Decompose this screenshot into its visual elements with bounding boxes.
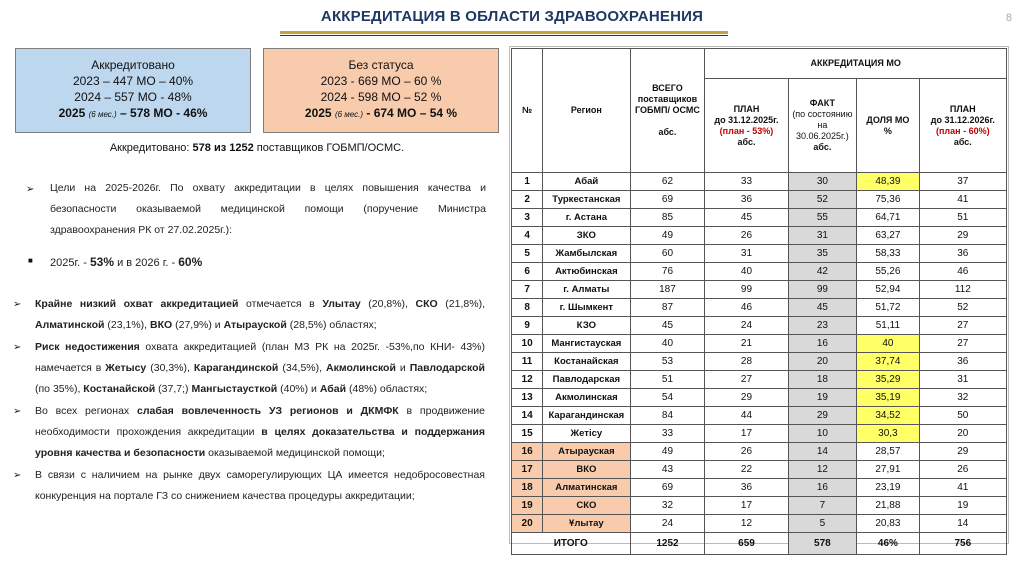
row-total: 51 [630, 371, 705, 389]
row-total: 40 [630, 335, 705, 353]
table-row [512, 335, 1007, 353]
row-plan2026: 32 [919, 389, 1006, 407]
row-plan2026: 31 [919, 371, 1006, 389]
row-plan2026: 19 [919, 497, 1006, 515]
nostatus-summary-box [263, 48, 499, 133]
goals-targets [50, 252, 202, 274]
row-plan2025: 46 [705, 299, 788, 317]
row-region: Абай [543, 173, 630, 191]
accreditation-group-header: АККРЕДИТАЦИЯ МО [705, 49, 1007, 79]
row-region: Туркестанская [543, 191, 630, 209]
row-total: 33 [630, 425, 705, 443]
finding-text: (34,5%), [278, 362, 327, 374]
row-fact: 16 [788, 479, 857, 497]
row-number: 20 [512, 515, 543, 533]
row-total: 49 [630, 443, 705, 461]
arrow-bullet-icon: ➢ [26, 184, 35, 195]
row-number: 4 [512, 227, 543, 245]
row-plan2025: 33 [705, 173, 788, 191]
nostatus-2025-period: (6 мес.) [334, 110, 364, 119]
row-plan2026: 26 [919, 461, 1006, 479]
row-plan2025: 31 [705, 245, 788, 263]
finding-text: Крайне низкий охват аккредитацией [35, 298, 239, 310]
finding-text: В связи с наличием на рынке двух саморегулирующих ЦА имеется недобросовестная конкуренция на портале ГЗ со снижением качества процедуры аккредитации; [35, 469, 485, 502]
row-share: 27,91 [857, 461, 919, 479]
row-share: 58,33 [857, 245, 919, 263]
row-share: 35,19 [857, 389, 919, 407]
nostatus-line-2025 [264, 105, 498, 123]
row-region: г. Шымкент [543, 299, 630, 317]
table-body [512, 173, 1007, 533]
row-plan2026: 50 [919, 407, 1006, 425]
row-share: 63,27 [857, 227, 919, 245]
finding-text: (28,5%) областях; [286, 319, 377, 331]
row-plan2026: 36 [919, 245, 1006, 263]
row-plan2026: 14 [919, 515, 1006, 533]
row-plan2026: 41 [919, 479, 1006, 497]
finding-text: (по 35%), [35, 383, 84, 395]
finding-item [13, 294, 485, 336]
row-number: 12 [512, 371, 543, 389]
row-plan2025: 99 [705, 281, 788, 299]
col-share-unit: % [883, 125, 892, 136]
row-share: 23,19 [857, 479, 919, 497]
row-region: Алматинская [543, 479, 630, 497]
finding-text: (27,9%) и [172, 319, 224, 331]
finding-text: (40%) и [277, 383, 320, 395]
row-region: Павлодарская [543, 371, 630, 389]
row-number: 8 [512, 299, 543, 317]
row-number: 5 [512, 245, 543, 263]
row-region: Атырауская [543, 443, 630, 461]
goals-2026-value: 60% [178, 255, 203, 269]
accredited-line-2024: 2024 – 557 МО - 48% [74, 90, 192, 104]
table-row [512, 497, 1007, 515]
row-number: 15 [512, 425, 543, 443]
finding-text: Карагандинской [193, 362, 279, 374]
row-fact: 30 [788, 173, 857, 191]
row-region: ВКО [543, 461, 630, 479]
row-plan2025: 21 [705, 335, 788, 353]
row-fact: 5 [788, 515, 857, 533]
title-underline [280, 31, 728, 34]
row-region: КЗО [543, 317, 630, 335]
table-row [512, 407, 1007, 425]
row-region: г. Астана [543, 209, 630, 227]
row-share: 51,72 [857, 299, 919, 317]
row-plan2026: 36 [919, 353, 1006, 371]
col-total-header [630, 49, 705, 173]
page-title: АККРЕДИТАЦИЯ В ОБЛАСТИ ЗДРАВООХРАНЕНИЯ [320, 8, 704, 25]
row-number: 13 [512, 389, 543, 407]
row-region: Актюбинская [543, 263, 630, 281]
col-plan2026-unit: абс. [953, 136, 972, 147]
accredited-note [15, 142, 499, 154]
finding-text: Акмолинской [326, 362, 396, 374]
col-fact-title: ФАКТ [809, 98, 835, 108]
goals-2025-value: 53% [89, 255, 115, 269]
row-region: СКО [543, 497, 630, 515]
accredited-heading: Аккредитовано [91, 58, 175, 72]
table-row [512, 227, 1007, 245]
goals-2025-label: 2025г. - [50, 257, 87, 269]
finding-text: Риск недостижения [35, 341, 140, 353]
nostatus-2025-value: - 674 МО – 54 % [366, 106, 458, 120]
row-plan2025: 17 [705, 497, 788, 515]
row-share: 75,36 [857, 191, 919, 209]
row-fact: 20 [788, 353, 857, 371]
accredited-note-suffix: поставщиков ГОБМП/ОСМС. [256, 142, 405, 154]
finding-text: (23,1%), [104, 319, 151, 331]
finding-text: СКО [415, 298, 438, 310]
row-plan2026: 51 [919, 209, 1006, 227]
row-total: 60 [630, 245, 705, 263]
row-fact: 29 [788, 407, 857, 425]
table-row [512, 263, 1007, 281]
row-fact: 16 [788, 335, 857, 353]
row-region: Костанайская [543, 353, 630, 371]
row-total: 53 [630, 353, 705, 371]
row-fact: 18 [788, 371, 857, 389]
col-plan2025-header [705, 79, 788, 173]
row-share: 30,3 [857, 425, 919, 443]
table-row [512, 245, 1007, 263]
accredited-2025-period: (6 мес.) [88, 110, 117, 119]
table-row [512, 371, 1007, 389]
table-row [512, 281, 1007, 299]
table-row [512, 461, 1007, 479]
finding-text: Абай [319, 383, 347, 395]
row-region: ЗКО [543, 227, 630, 245]
row-region: Акмолинская [543, 389, 630, 407]
row-fact: 42 [788, 263, 857, 281]
row-plan2025: 28 [705, 353, 788, 371]
row-number: 11 [512, 353, 543, 371]
row-plan2025: 24 [705, 317, 788, 335]
row-share: 21,88 [857, 497, 919, 515]
row-share: 48,39 [857, 173, 919, 191]
row-total: 76 [630, 263, 705, 281]
arrow-bullet-icon: ➢ [13, 406, 22, 417]
col-share-header [857, 79, 919, 173]
row-plan2026: 112 [919, 281, 1006, 299]
table-row [512, 425, 1007, 443]
row-fact: 45 [788, 299, 857, 317]
nostatus-line-2024: 2024 - 598 МО – 52 % [320, 90, 442, 104]
row-share: 20,83 [857, 515, 919, 533]
row-fact: 14 [788, 443, 857, 461]
finding-text: (21,8%), [437, 298, 485, 310]
nostatus-line-2023: 2023 - 669 МО – 60 % [320, 74, 442, 88]
table-row [512, 191, 1007, 209]
accredited-line-2023: 2023 – 447 МО – 40% [72, 74, 194, 88]
row-total: 69 [630, 191, 705, 209]
table-row [512, 389, 1007, 407]
col-total-title: ВСЕГО поставщиков ГОБМП/ ОСМС [635, 83, 700, 115]
row-fact: 99 [788, 281, 857, 299]
total-share: 46% [857, 533, 919, 555]
row-plan2026: 27 [919, 335, 1006, 353]
row-total: 62 [630, 173, 705, 191]
finding-text: отмечается в [238, 298, 323, 310]
finding-text: (20,8%), [360, 298, 416, 310]
row-total: 84 [630, 407, 705, 425]
row-share: 64,71 [857, 209, 919, 227]
finding-text: охвата аккредитацией (план МЗ РК на 2025г. -53%,по КНИ- 43%) намечается в [35, 341, 485, 374]
row-share: 55,26 [857, 263, 919, 281]
row-number: 3 [512, 209, 543, 227]
table-row [512, 209, 1007, 227]
row-number: 10 [512, 335, 543, 353]
row-share: 34,52 [857, 407, 919, 425]
col-plan2026-title: ПЛАН [949, 103, 976, 114]
row-plan2025: 12 [705, 515, 788, 533]
row-region: Мангистауская [543, 335, 630, 353]
row-plan2026: 27 [919, 317, 1006, 335]
row-share: 37,74 [857, 353, 919, 371]
row-fact: 10 [788, 425, 857, 443]
table-row [512, 173, 1007, 191]
row-number: 19 [512, 497, 543, 515]
col-num-header: № [512, 49, 543, 173]
total-providers: 1252 [630, 533, 705, 555]
finding-text: (48%) областях; [346, 383, 428, 395]
nostatus-heading: Без статуса [348, 58, 414, 72]
row-number: 17 [512, 461, 543, 479]
row-fact: 55 [788, 209, 857, 227]
row-number: 7 [512, 281, 543, 299]
row-fact: 31 [788, 227, 857, 245]
goals-2026-label: и в 2026 г. - [117, 257, 176, 269]
total-row [512, 533, 1007, 555]
row-share: 40 [857, 335, 919, 353]
row-number: 2 [512, 191, 543, 209]
row-share: 52,94 [857, 281, 919, 299]
findings-list [13, 294, 486, 508]
row-total: 54 [630, 389, 705, 407]
row-plan2025: 17 [705, 425, 788, 443]
row-plan2025: 26 [705, 443, 788, 461]
row-fact: 23 [788, 317, 857, 335]
row-number: 14 [512, 407, 543, 425]
row-number: 9 [512, 317, 543, 335]
table-row [512, 479, 1007, 497]
row-share: 51,11 [857, 317, 919, 335]
table-row [512, 353, 1007, 371]
accredited-note-count: 578 из 1252 [192, 142, 254, 154]
row-number: 18 [512, 479, 543, 497]
table-row [512, 515, 1007, 533]
row-plan2025: 44 [705, 407, 788, 425]
row-total: 49 [630, 227, 705, 245]
nostatus-2025-year: 2025 [304, 106, 332, 120]
title-underline-thin [280, 35, 728, 36]
row-plan2025: 36 [705, 479, 788, 497]
row-region: Жамбылская [543, 245, 630, 263]
col-fact-date: (по состоянию на 30.06.2025г.) [792, 109, 853, 141]
row-share: 35,29 [857, 371, 919, 389]
col-plan2025-title: ПЛАН [733, 103, 760, 114]
row-total: 187 [630, 281, 705, 299]
row-plan2026: 29 [919, 443, 1006, 461]
square-bullet-icon: ■ [28, 256, 33, 265]
row-plan2025: 40 [705, 263, 788, 281]
finding-text: оказываемой медицинской помощи; [205, 447, 385, 459]
finding-text: Алматинской [35, 319, 105, 331]
row-number: 16 [512, 443, 543, 461]
finding-text: ВКО [150, 319, 173, 331]
finding-text: Жетысу [105, 362, 147, 374]
row-plan2026: 37 [919, 173, 1006, 191]
col-plan2025-unit: абс. [737, 136, 756, 147]
finding-text: Во всех регионах [35, 405, 137, 417]
row-fact: 19 [788, 389, 857, 407]
finding-text: Павлодарской [409, 362, 485, 374]
table-row [512, 443, 1007, 461]
row-region: Ұлытау [543, 515, 630, 533]
col-region-header: Регион [543, 49, 630, 173]
row-total: 87 [630, 299, 705, 317]
col-share-title: ДОЛЯ МО [866, 114, 910, 125]
row-plan2026: 41 [919, 191, 1006, 209]
accreditation-table [511, 48, 1007, 555]
finding-text: (30,3%), [146, 362, 194, 374]
arrow-bullet-icon: ➢ [13, 470, 22, 481]
row-fact: 35 [788, 245, 857, 263]
finding-text: Атырауской [223, 319, 287, 331]
accredited-summary-box [15, 48, 251, 133]
col-plan2025-target: (план - 53%) [719, 125, 774, 136]
arrow-bullet-icon: ➢ [13, 342, 22, 353]
col-total-unit: абс. [658, 127, 677, 137]
finding-item [13, 337, 485, 400]
accredited-2025-value: – 578 МО - 46% [120, 106, 208, 120]
row-total: 85 [630, 209, 705, 227]
col-plan2026-date: до 31.12.2026г. [930, 114, 995, 125]
row-share: 28,57 [857, 443, 919, 461]
finding-text: Костанайской [83, 383, 156, 395]
finding-item [13, 465, 485, 507]
row-total: 43 [630, 461, 705, 479]
row-region: Карагандинская [543, 407, 630, 425]
finding-item [13, 401, 486, 464]
table-row [512, 317, 1007, 335]
row-plan2026: 46 [919, 263, 1006, 281]
table-row [512, 299, 1007, 317]
row-total: 32 [630, 497, 705, 515]
row-total: 45 [630, 317, 705, 335]
row-plan2025: 45 [705, 209, 788, 227]
col-plan2025-date: до 31.12.2025г. [714, 114, 779, 125]
page-number: 8 [1005, 12, 1012, 24]
row-plan2026: 52 [919, 299, 1006, 317]
row-fact: 52 [788, 191, 857, 209]
finding-text: в продвижение необходимости прохождения аккредитации [35, 405, 486, 438]
finding-text: Улытау [322, 298, 361, 310]
total-label: ИТОГО [512, 533, 631, 555]
finding-text: в целях доказательства и поддержания уровня качества и безопасности [35, 426, 486, 459]
row-plan2025: 22 [705, 461, 788, 479]
row-plan2025: 36 [705, 191, 788, 209]
accredited-note-prefix: Аккредитовано: [109, 142, 190, 154]
row-total: 69 [630, 479, 705, 497]
row-total: 24 [630, 515, 705, 533]
row-fact: 7 [788, 497, 857, 515]
row-number: 6 [512, 263, 543, 281]
total-fact: 578 [788, 533, 857, 555]
row-plan2025: 26 [705, 227, 788, 245]
row-plan2025: 27 [705, 371, 788, 389]
finding-text: Мангыстаусткой [191, 383, 278, 395]
arrow-bullet-icon: ➢ [13, 299, 22, 310]
finding-text: слабая вовлеченность УЗ регионов и ДКМФК [137, 405, 399, 417]
row-plan2025: 29 [705, 389, 788, 407]
col-plan2026-target: (план - 60%) [935, 125, 990, 136]
col-fact-header [788, 79, 857, 173]
finding-text: и [395, 362, 410, 374]
row-fact: 12 [788, 461, 857, 479]
total-plan2026: 756 [919, 533, 1006, 555]
accredited-2025-year: 2025 [58, 106, 86, 120]
row-region: Жетісу [543, 425, 630, 443]
row-plan2026: 20 [919, 425, 1006, 443]
col-plan2026-header [919, 79, 1006, 173]
col-fact-unit: абс. [813, 142, 832, 152]
row-region: г. Алматы [543, 281, 630, 299]
row-plan2026: 29 [919, 227, 1006, 245]
accredited-line-2025 [16, 105, 250, 123]
goals-text: Цели на 2025-2026г. По охвату аккредитации в целях повышения качества и безопасности оказываемой медицинской помощи (поручение Министра здравоохранения РК от 27.02.2025г.): [50, 182, 486, 236]
finding-text: (37,7;) [155, 383, 192, 395]
row-number: 1 [512, 173, 543, 191]
total-plan2025: 659 [705, 533, 788, 555]
